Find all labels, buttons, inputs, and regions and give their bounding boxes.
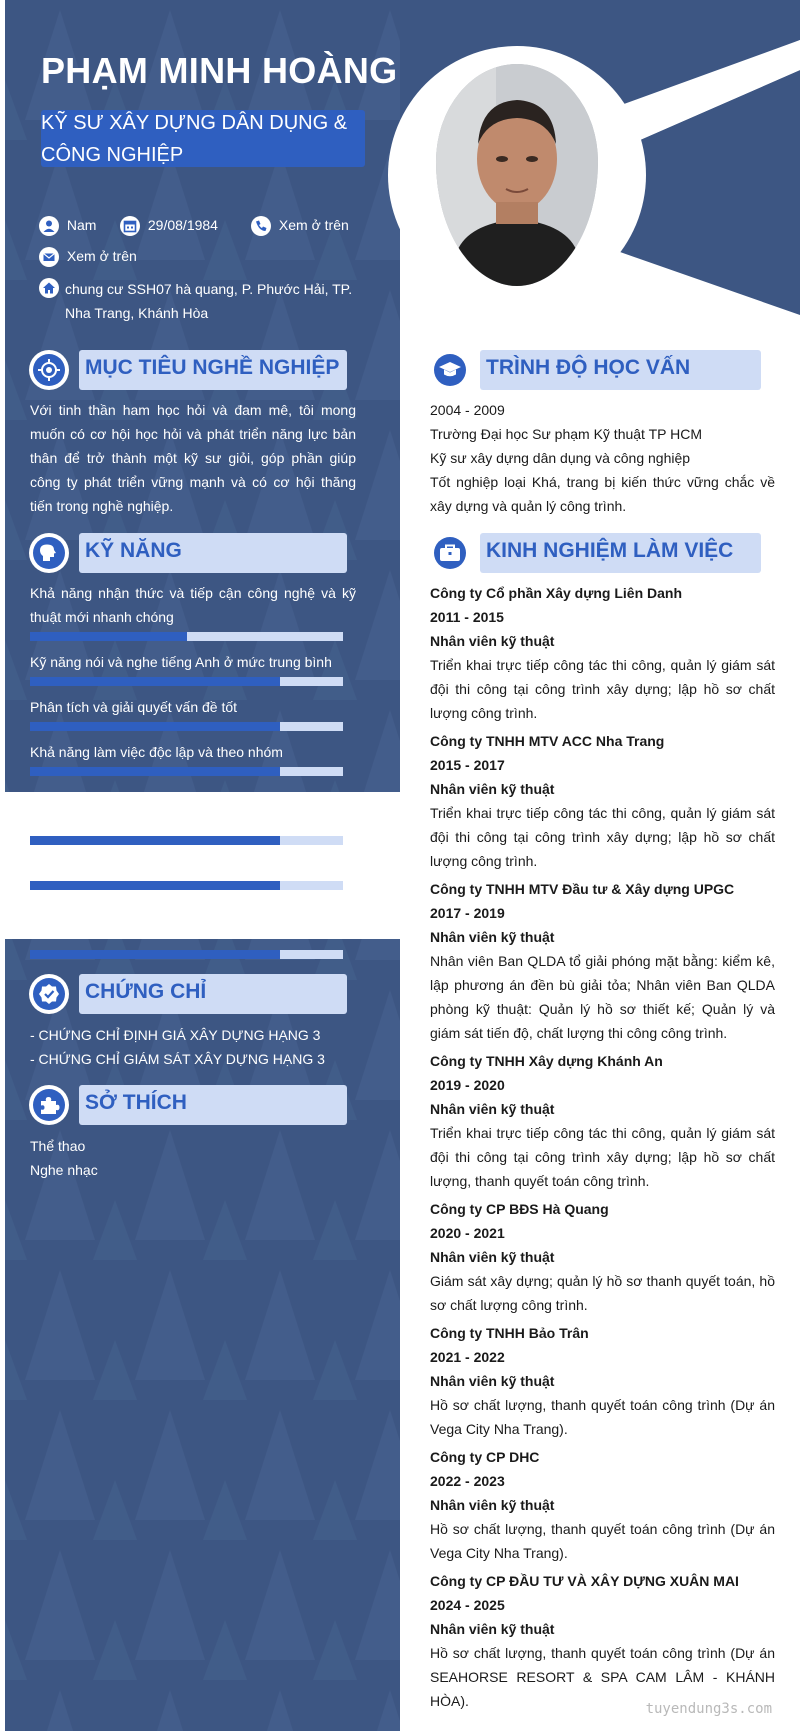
skill-bar xyxy=(30,677,343,686)
email-row xyxy=(39,247,137,267)
skill-bar xyxy=(30,632,343,641)
hobby-item: Thể thao xyxy=(30,1138,86,1154)
graduation-cap-icon xyxy=(438,358,462,382)
education-heading xyxy=(480,350,761,390)
job-entry xyxy=(430,581,775,725)
job-description: Giám sát xây dựng; quản lý hồ sơ thanh quyết toán, hồ sơ chất lượng công trình. xyxy=(430,1273,775,1313)
skill-item: Khả năng nhận thức và tiếp cận công nghệ và kỹ thuật mới nhanh chóng xyxy=(30,585,356,625)
gender-row xyxy=(39,216,96,236)
job-role: Nhân viên kỹ thuật xyxy=(430,929,555,945)
skills-heading xyxy=(79,533,347,573)
hobbies-heading xyxy=(79,1085,347,1125)
brain-icon xyxy=(37,541,61,565)
job-company: Công ty TNHH MTV Đầu tư & Xây dựng UPGC xyxy=(430,881,735,897)
education-school: Trường Đại học Sư phạm Kỹ thuật TP HCM xyxy=(430,426,702,442)
job-entry xyxy=(430,1445,775,1565)
education-block xyxy=(430,398,775,518)
birthday: 29/08/1984 xyxy=(147,216,218,233)
education-major: Kỹ sư xây dựng dân dụng và công nghiệp xyxy=(430,450,691,466)
skill-item: Khả năng làm việc độc lập và theo nhóm xyxy=(30,744,283,760)
job-company: Công ty CP BĐS Hà Quang xyxy=(430,1201,609,1217)
home-icon xyxy=(39,278,59,298)
job-title xyxy=(41,110,365,167)
objective-text: Với tinh thần ham học hỏi và đam mê, tôi mong muốn có cơ hội học hỏi và phát triển năng lực bản thân để trở thành một kỹ sư giỏi, góp phần giúp công ty phát triển vững mạnh và có cơ hội thăng tiến trong nghề nghiệp. xyxy=(30,402,356,514)
calendar-icon xyxy=(120,216,140,236)
avatar-frame xyxy=(388,46,646,304)
avatar xyxy=(436,64,598,286)
job-role: Nhân viên kỹ thuật xyxy=(430,781,555,797)
job-years: 2019 - 2020 xyxy=(430,1077,505,1093)
job-company: Công ty CP DHC xyxy=(430,1449,540,1465)
job-role: Nhân viên kỹ thuật xyxy=(430,1621,555,1637)
experience-icon-wrap xyxy=(430,533,470,573)
phone: Xem ở trên xyxy=(278,216,349,233)
target-icon xyxy=(37,358,61,382)
candidate-name: PHẠM MINH HOÀNG xyxy=(41,50,398,91)
skills-icon-wrap xyxy=(29,533,69,573)
job-description: Hồ sơ chất lượng, thanh quyết toán công trình (Dự án Vega City Nha Trang). xyxy=(430,1397,775,1437)
job-years: 2020 - 2021 xyxy=(430,1225,505,1241)
puzzle-icon xyxy=(37,1093,61,1117)
skill-bar xyxy=(30,722,343,731)
job-entry xyxy=(430,1569,775,1713)
hobby-item: Nghe nhạc xyxy=(30,1162,98,1178)
job-company: Công ty TNHH Bảo Trân xyxy=(430,1325,589,1341)
job-title-text: KỸ SƯ XÂY DỰNG DÂN DỤNG & CÔNG NGHIỆP xyxy=(41,112,348,166)
email: Xem ở trên xyxy=(66,247,137,264)
watermark: tuyendung3s.com xyxy=(645,1701,772,1717)
job-entry xyxy=(430,1321,775,1441)
education-years: 2004 - 2009 xyxy=(430,402,505,418)
job-company: Công ty CP ĐẦU TƯ VÀ XÂY DỰNG XUÂN MAI xyxy=(430,1573,739,1589)
job-description: Nhân viên Ban QLDA tổ giải phóng mặt bằng: kiểm kê, lập phương án đền bù giải tỏa; Nhân viên Ban QLDA phòng kỹ thuật: Quản lý hồ sơ thiết kế; Quản lý và giám sát tiến độ, chất lượng thi công công trình. xyxy=(430,953,775,1041)
phone-icon xyxy=(251,216,271,236)
job-years: 2022 - 2023 xyxy=(430,1473,505,1489)
job-description: Triển khai trực tiếp công tác thi công, quản lý giám sát đội thi công tại công trình xây dựng; lập hồ sơ chất lượng công trình. xyxy=(430,657,775,721)
objective-heading xyxy=(79,350,347,390)
job-description: Hồ sơ chất lượng, thanh quyết toán công trình (Dự án SEAHORSE RESORT & SPA CAM LÂM - KHÁNH HÒA). xyxy=(430,1645,775,1709)
job-description: Hồ sơ chất lượng, thanh quyết toán công trình (Dự án Vega City Nha Trang). xyxy=(430,1521,775,1561)
skill-bar xyxy=(30,950,343,959)
job-company: Công ty Cổ phần Xây dựng Liên Danh xyxy=(430,585,683,601)
skill-bar xyxy=(30,881,343,890)
blank-strip xyxy=(0,792,400,939)
hobbies-title: SỞ THÍCH xyxy=(85,1091,187,1114)
certificate-item: - CHỨNG CHỈ GIÁM SÁT XÂY DỰNG HẠNG 3 xyxy=(30,1051,325,1067)
skill-item: Kỹ năng nói và nghe tiếng Anh ở mức trung bình xyxy=(30,654,332,670)
phone-row xyxy=(251,216,349,236)
certificates-icon-wrap xyxy=(29,974,69,1014)
education-note: Tốt nghiệp loại Khá, trang bị kiến thức vững chắc về xây dựng và quản lý công trình. xyxy=(430,474,775,514)
job-description: Triển khai trực tiếp công tác thi công, quản lý giám sát đội thi công tại công trình xây dựng; lập hồ sơ chất lượng công trình. xyxy=(430,805,775,869)
certificates-heading xyxy=(79,974,347,1014)
education-title: TRÌNH ĐỘ HỌC VẤN xyxy=(486,356,691,379)
portrait-image xyxy=(436,64,598,286)
job-years: 2024 - 2025 xyxy=(430,1597,505,1613)
job-entry xyxy=(430,1197,775,1317)
objective-title: MỤC TIÊU NGHỀ NGHIỆP xyxy=(85,356,340,379)
skill-bar xyxy=(30,836,343,845)
experience-title: KINH NGHIỆM LÀM VIỆC xyxy=(486,539,734,562)
certificate-item: - CHỨNG CHỈ ĐỊNH GIÁ XÂY DỰNG HẠNG 3 xyxy=(30,1027,321,1043)
hobbies-icon-wrap xyxy=(29,1085,69,1125)
job-role: Nhân viên kỹ thuật xyxy=(430,1497,555,1513)
user-icon xyxy=(39,216,59,236)
objective-icon-wrap xyxy=(29,350,69,390)
email-icon xyxy=(39,247,59,267)
certificates-title: CHỨNG CHỈ xyxy=(85,980,207,1003)
job-entry xyxy=(430,1049,775,1193)
education-icon-wrap xyxy=(430,350,470,390)
job-years: 2017 - 2019 xyxy=(430,905,505,921)
job-years: 2015 - 2017 xyxy=(430,757,505,773)
birthday-row xyxy=(120,216,218,236)
job-role: Nhân viên kỹ thuật xyxy=(430,633,555,649)
job-years: 2021 - 2022 xyxy=(430,1349,505,1365)
address: chung cư SSH07 hà quang, P. Phước Hải, TP. Nha Trang, Khánh Hòa xyxy=(65,281,353,321)
certificate-badge-icon xyxy=(37,982,61,1006)
job-company: Công ty TNHH Xây dựng Khánh An xyxy=(430,1053,663,1069)
experience-heading xyxy=(480,533,761,573)
gender: Nam xyxy=(66,216,97,233)
experience-list xyxy=(430,581,775,1717)
job-role: Nhân viên kỹ thuật xyxy=(430,1101,555,1117)
job-years: 2011 - 2015 xyxy=(430,609,504,625)
skills-title: KỸ NĂNG xyxy=(85,539,182,562)
address-row xyxy=(39,277,379,325)
skill-bar xyxy=(30,767,343,776)
job-role: Nhân viên kỹ thuật xyxy=(430,1373,555,1389)
job-role: Nhân viên kỹ thuật xyxy=(430,1249,555,1265)
skill-item: Phân tích và giải quyết vấn đề tốt xyxy=(30,699,238,715)
job-company: Công ty TNHH MTV ACC Nha Trang xyxy=(430,733,665,749)
job-entry xyxy=(430,729,775,873)
job-entry xyxy=(430,877,775,1045)
job-description: Triển khai trực tiếp công tác thi công, quản lý giám sát đội thi công tại công trình xây dựng; lập hồ sơ chất lượng, thanh quyết toán công trình. xyxy=(430,1125,775,1189)
briefcase-icon xyxy=(438,541,462,565)
